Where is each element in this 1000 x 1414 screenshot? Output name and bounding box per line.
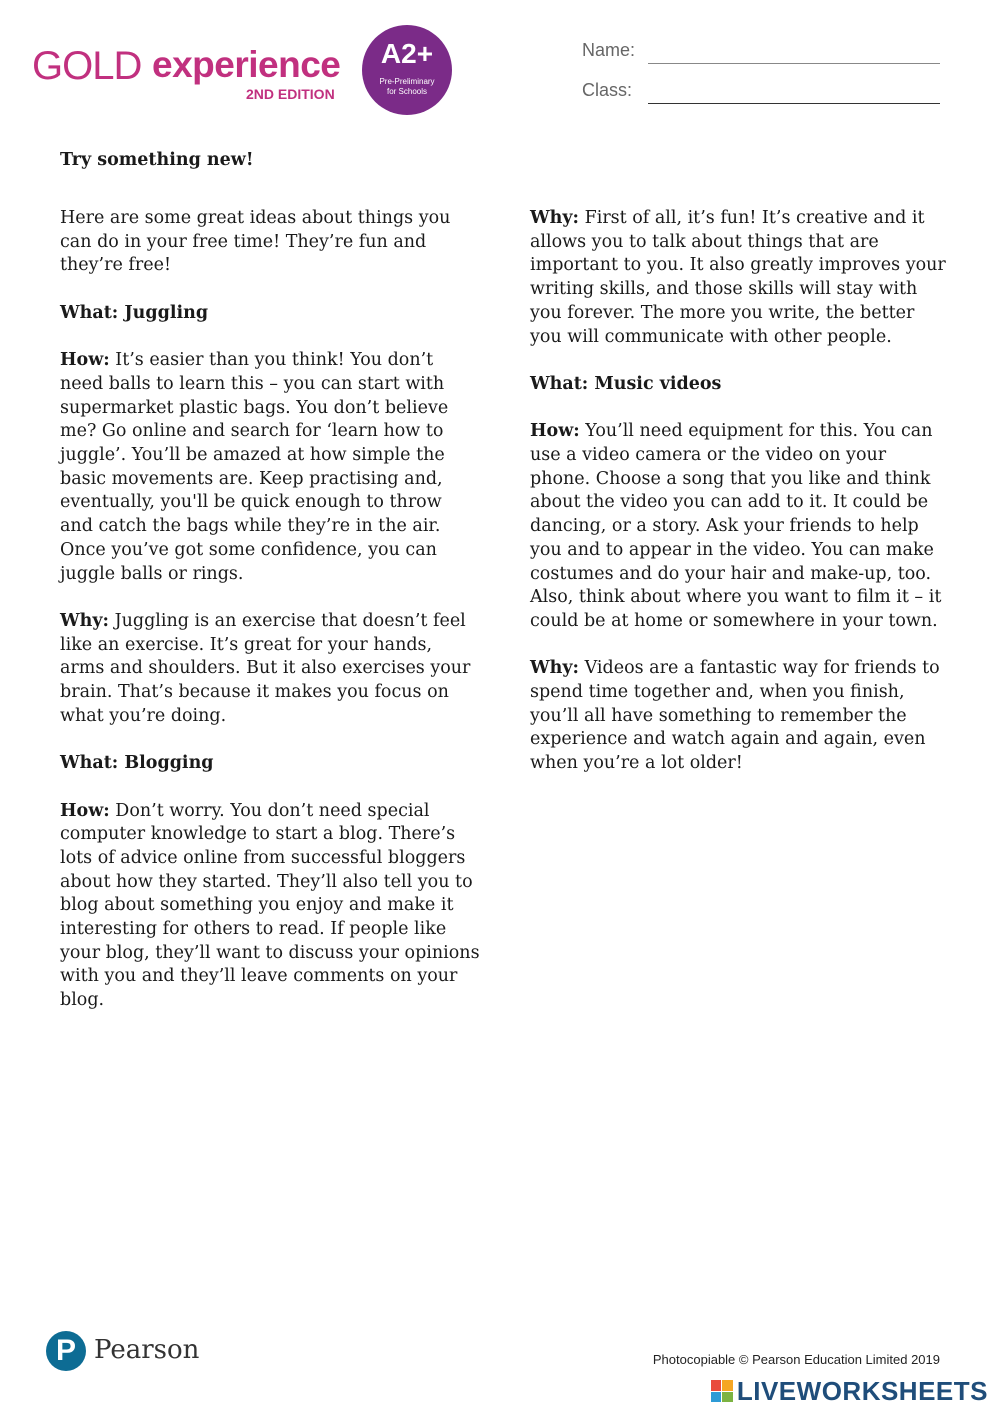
pearson-logo-icon: P bbox=[46, 1331, 86, 1371]
name-line[interactable] bbox=[648, 63, 940, 64]
blogging-what-label: What: Blogging bbox=[60, 753, 214, 774]
liveworksheets-icon bbox=[711, 1380, 733, 1402]
music-why-paragraph bbox=[530, 657, 950, 776]
juggling-how-paragraph bbox=[60, 349, 480, 586]
name-field[interactable] bbox=[582, 40, 942, 64]
name-label: Name: bbox=[582, 40, 636, 60]
left-column bbox=[60, 207, 480, 1037]
blogging-how-paragraph bbox=[60, 800, 480, 1013]
logo-edition-text: 2ND EDITION bbox=[246, 86, 335, 102]
copyright-notice: Photocopiable © Pearson Education Limited 2019 bbox=[652, 1352, 940, 1367]
class-field[interactable] bbox=[582, 80, 942, 104]
right-column bbox=[530, 207, 950, 800]
blogging-why-text: First of all, it’s fun! It’s creative and it allows you to talk about things that are important to you. It also greatly improves your writing skills, and those skills will stay with you forever. The more you write, the better you will communicate with other people. bbox=[530, 208, 946, 347]
level-badge bbox=[362, 25, 452, 115]
music-how-paragraph bbox=[530, 420, 950, 633]
class-label: Class: bbox=[582, 80, 633, 100]
intro-paragraph: Here are some great ideas about things you can do in your free time! They’re fun and they’re free! bbox=[60, 208, 451, 276]
juggling-why-label: Why: bbox=[60, 610, 110, 631]
blogging-how-label: How: bbox=[60, 800, 110, 821]
juggling-what-label: What: Juggling bbox=[60, 302, 209, 323]
juggling-how-label: How: bbox=[60, 350, 110, 371]
blogging-why-paragraph bbox=[530, 207, 950, 349]
badge-level: A2+ bbox=[380, 38, 434, 69]
music-why-text: Videos are a fantastic way for friends to spend time together and, when you finish, you’ll all have something to remember the experience and watch again and again, even when you’re a lot older! bbox=[530, 658, 940, 774]
music-how-label: How: bbox=[530, 421, 580, 442]
logo-gold-text: GOLD bbox=[32, 44, 142, 88]
music-heading bbox=[530, 373, 950, 397]
blogging-why-label: Why: bbox=[530, 208, 580, 228]
blogging-heading bbox=[60, 752, 480, 776]
badge-sub-line1: Pre-Preliminary bbox=[379, 77, 435, 86]
logo-experience-text: experience bbox=[152, 44, 341, 85]
worksheet-header bbox=[0, 0, 1000, 130]
juggling-why-text: Juggling is an exercise that doesn’t feel like an exercise. It’s great for your hands, arms and shoulders. But it also exercises your brain. That’s because it makes you focus on what you’re doing. bbox=[60, 610, 471, 726]
class-line[interactable] bbox=[648, 103, 940, 104]
juggling-heading bbox=[60, 302, 480, 326]
pearson-wordmark: Pearson bbox=[94, 1335, 200, 1365]
music-what-label: What: Music videos bbox=[530, 373, 722, 394]
music-why-label: Why: bbox=[530, 658, 580, 679]
juggling-why-paragraph bbox=[60, 610, 480, 729]
music-how-text: You’ll need equipment for this. You can use a video camera or the video on your phone. Choose a song that you like and think about the video you can add to it. It could be dancing, or a story. Ask your friends to help you and to appear in the video. You can make costumes and do your hair and make-up, too. Also, think about where you want to film it – it could be at home or somewhere in your town. bbox=[530, 421, 942, 631]
badge-sub-line2: for Schools bbox=[386, 87, 428, 96]
liveworksheets-wordmark: LIVEWORKSHEETS bbox=[736, 1375, 988, 1406]
blogging-how-text: Don’t worry. You don’t need special computer knowledge to start a blog. There’s lots of advice online from successful bloggers about how they started. They’ll also tell you to blog about something you enjoy and make it interesting for others to read. If people like your blog, they’ll want to discuss your opinions with you and they’ll leave comments on your blog. bbox=[60, 800, 480, 1011]
page-title: Try something new! bbox=[60, 150, 254, 170]
liveworksheets-logo[interactable] bbox=[711, 1376, 988, 1406]
juggling-how-text: It’s easier than you think! You don’t need balls to learn this – you can start with supermarket plastic bags. You don’t believe me? Go online and search for ‘learn how to juggle’. You’ll be amazed at how simple the basic movements are. Keep practising and, eventually, you'll be quick enough to throw and catch the bags while they’re in the air. Once you’ve got some confidence, you can juggle balls or rings. bbox=[60, 350, 449, 584]
